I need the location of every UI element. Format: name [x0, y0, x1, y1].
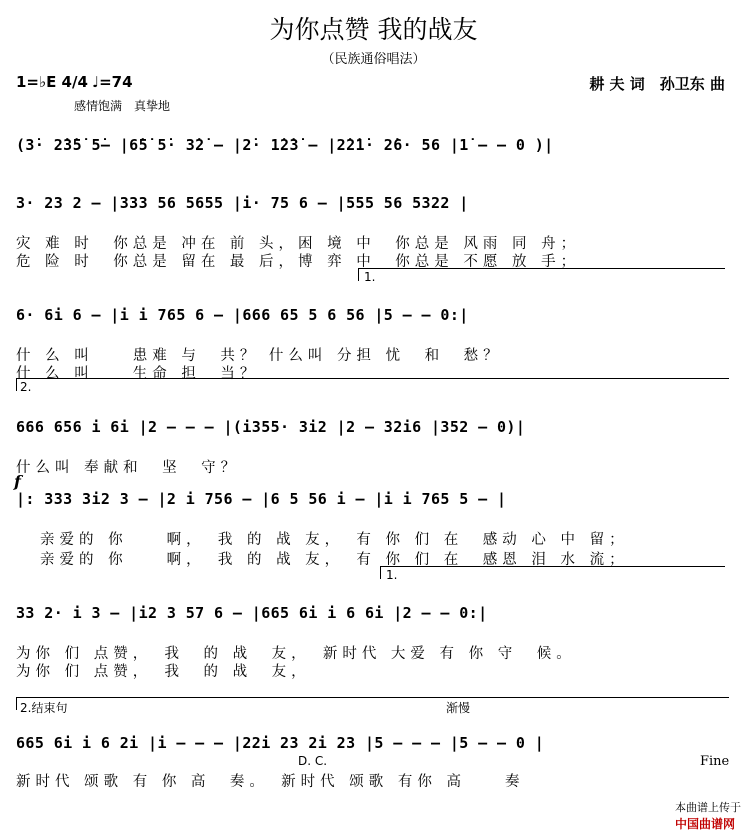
staff-line-7: 665 6i i 6 2i |i – – – |22i 23 2i 23 |5 – – – |5 – – 0 |	[16, 734, 545, 752]
lyric-line-3b: 什 么 叫 生命 担 当？	[16, 366, 260, 382]
song-title: 为你点赞 我的战友	[269, 15, 478, 44]
dc-mark: D. C.	[298, 754, 328, 768]
volta-bracket	[380, 566, 725, 579]
lyric-line-2a: 灾 难 时 你总是 冲在 前 头，困 境 中 你总是 风雨 同 舟；	[16, 236, 581, 252]
lyric-line-3a: 什 么 叫 患难 与 共？ 什么叫 分担 忧 和 愁？	[16, 348, 503, 364]
site-logo[interactable]: 中国曲谱网	[675, 817, 736, 831]
staff-line-2: 3· 23 2 – |333 56 5655 |i· 75 6 – |555 56 5322 |	[16, 194, 469, 212]
staff-line-3: 6· 6i 6 – |i i 765 6 – |666 65 5 6 56 |5 – – 0:|	[16, 306, 469, 324]
lyric-line-6b: 为你 们 点赞， 我 的 战 友，	[16, 664, 311, 680]
staff-line-1: (3̇· 2̇3̇5̇ 5̇– |6̇5̇ 5̇· 3̇2̇ – |2̇· 1̇2̇3̇ – |2̇2̇1̇· 2̇6· 56 |1̇ – – 0 )|	[16, 136, 554, 154]
song-subtitle: （民族通俗唱法）	[321, 52, 426, 67]
lyric-line-5b: 亲爱的 你 啊， 我 的 战 友， 有 你 们 在 感恩 泪 水 流；	[40, 552, 629, 568]
staff-line-6: 33 2· i 3 – |i2 3 57 6 – |665 6i i 6 6i |2 – – 0:|	[16, 604, 488, 622]
lyric-line-4a: 什么叫 奉献和 坚 守？	[16, 460, 241, 476]
tempo-marking: ♩=74	[92, 73, 133, 91]
dynamic-mark: f	[14, 472, 21, 491]
volta-label: 1.	[386, 568, 398, 582]
volta-bracket	[16, 378, 729, 391]
lyric-line-5a: 亲爱的 你 啊， 我 的 战 友， 有 你 们 在 感动 心 中 留；	[40, 532, 629, 548]
volta-label: 2.结束句	[20, 701, 68, 715]
staff-line-5: |: 333 3i2 3 – |2 i 756 – |6 5 56 i – |i i 765 5 – |	[16, 490, 507, 508]
volta-bracket	[16, 697, 729, 710]
ritardando-mark: 渐慢	[446, 701, 471, 715]
volta-bracket	[358, 268, 725, 281]
upload-note: 本曲谱上传于	[675, 801, 741, 814]
key-signature: 1=♭E 4/4	[16, 73, 88, 91]
expression-marking: 感情饱满 真挚地	[74, 99, 171, 113]
lyric-line-2b: 危 险 时 你总是 留在 最 后，博 弈 中 你总是 不愿 放 手；	[16, 254, 581, 270]
lyric-line-6a: 为你 们 点赞， 我 的 战 友， 新时代 大爱 有 你 守 候。	[16, 646, 576, 662]
volta-label: 1.	[364, 270, 376, 284]
volta-label: 2.	[20, 380, 32, 394]
fine-mark: Fine	[700, 754, 730, 769]
staff-line-4: 666 656 i 6i |2 – – – |(i355· 3i2 |2 – 32i6 |352 – 0)|	[16, 418, 526, 436]
credits: 耕 夫 词 孙卫东 曲	[589, 75, 725, 93]
footer	[668, 786, 741, 832]
lyric-line-7a: 新时代 颂歌 有 你 高 奏。 新时代 颂歌 有你 高 奏	[16, 774, 525, 790]
